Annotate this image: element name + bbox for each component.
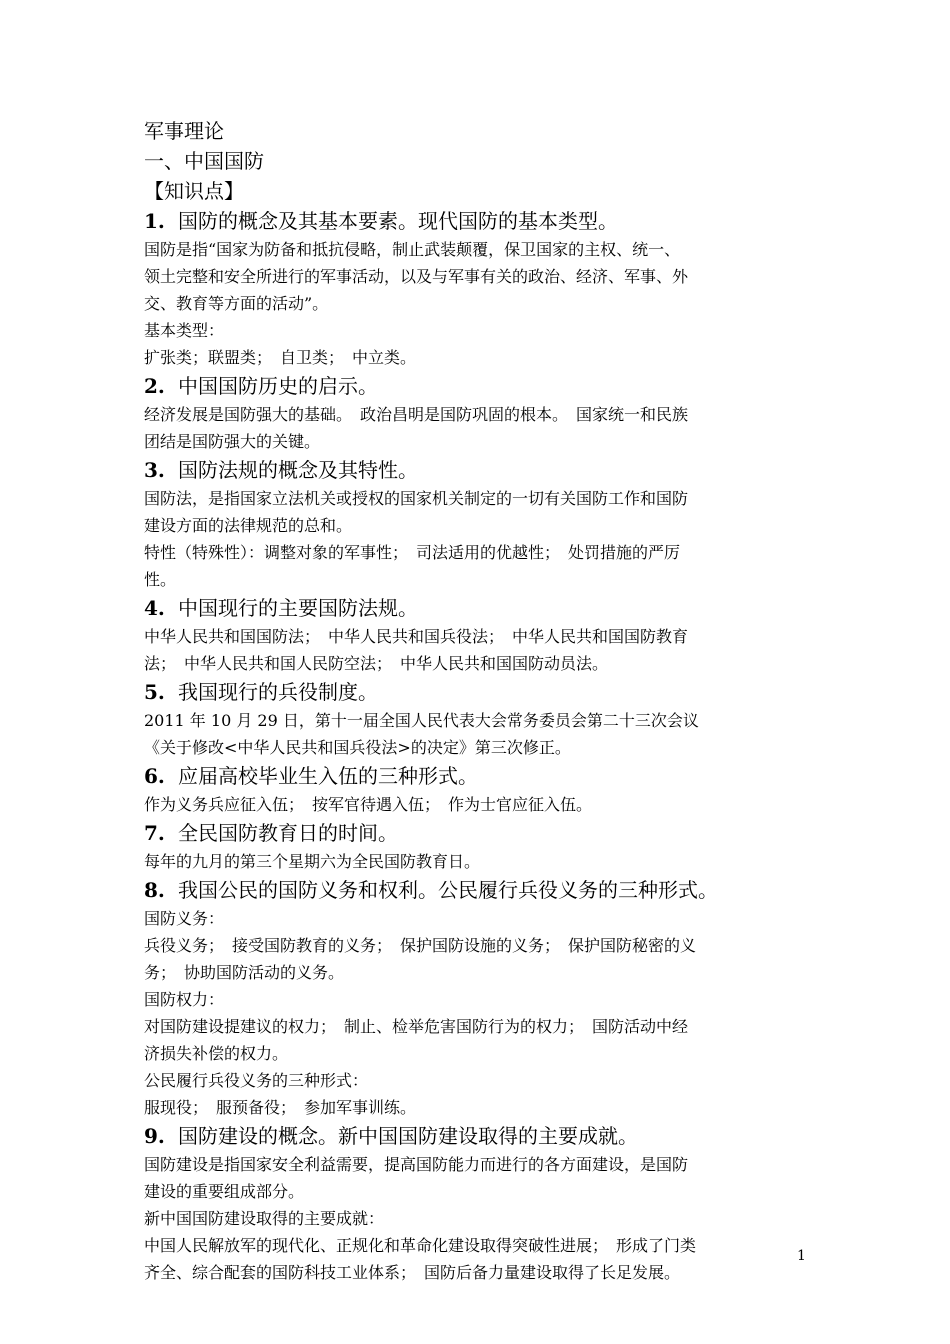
- body-text-line: 团结是国防强大的关键。: [144, 432, 321, 451]
- body-text-line: 国防法，是指国家立法机关或授权的国家机关制定的一切有关国防工作和国防: [144, 489, 689, 508]
- body-text-line: 基本类型：: [144, 321, 225, 340]
- section-heading-text: 我国现行的兵役制度。: [178, 680, 378, 704]
- body-text-line: 领土完整和安全所进行的军事活动，以及与军事有关的政治、经济、军事、外: [144, 267, 689, 286]
- section-number: 2.: [144, 374, 165, 398]
- body-text-line: 建设方面的法律规范的总和。: [144, 516, 353, 535]
- body-text-line: 交、教育等方面的活动”。: [144, 294, 329, 313]
- section-heading-text: 中国现行的主要国防法规。: [178, 596, 418, 620]
- body-text-line: 中华人民共和国国防法； 中华人民共和国兵役法； 中华人民共和国国防教育: [144, 627, 689, 646]
- section-heading-text: 国防法规的概念及其特性。: [178, 458, 418, 482]
- body-text-line: 国防义务：: [144, 909, 225, 928]
- sections-list: [144, 206, 808, 1286]
- body-text-line: 国防建设是指国家安全利益需要，提高国防能力而进行的各方面建设，是国防: [144, 1155, 689, 1174]
- body-text-line: 建设的重要组成部分。: [144, 1182, 305, 1201]
- section-heading-text: 全民国防教育日的时间。: [178, 821, 398, 845]
- section-number: 4.: [144, 596, 165, 620]
- body-text-line: 对国防建设提建议的权力； 制止、检举危害国防行为的权力； 国防活动中经: [144, 1017, 689, 1036]
- body-text-line: 作为义务兵应征入伍； 按军官待遇入伍； 作为士官应征入伍。: [144, 795, 593, 814]
- section-heading: [144, 677, 808, 707]
- knowledge-points-tag: 【知识点】: [144, 179, 244, 203]
- body-text-line: 中国人民解放军的现代化、正规化和革命化建设取得突破性进展； 形成了门类: [144, 1236, 697, 1255]
- section-heading-text: 中国国防历史的启示。: [178, 374, 378, 398]
- body-text-line: 国防权力：: [144, 990, 225, 1009]
- section-heading: [144, 593, 808, 623]
- page-number: 1: [797, 1248, 806, 1264]
- body-text-line: 特性（特殊性）：调整对象的军事性； 司法适用的优越性； 处罚措施的严厉: [144, 543, 681, 562]
- body-text-line: 国防是指“国家为防备和抵抗侵略，制止武装颠覆，保卫国家的主权、统一、: [144, 240, 681, 259]
- section-heading: [144, 761, 808, 791]
- section-number: 8.: [144, 878, 165, 902]
- section-heading: [144, 818, 808, 848]
- section-heading-text: 国防建设的概念。新中国国防建设取得的主要成就。: [178, 1124, 638, 1148]
- body-text-line: 公民履行兵役义务的三种形式：: [144, 1071, 369, 1090]
- section-heading: [144, 1121, 808, 1151]
- section-number: 5.: [144, 680, 165, 704]
- body-text-line: 性。: [144, 570, 177, 589]
- body-text-line: 齐全、综合配套的国防科技工业体系； 国防后备力量建设取得了长足发展。: [144, 1263, 681, 1282]
- section-heading-text: 应届高校毕业生入伍的三种形式。: [178, 764, 478, 788]
- section-heading: [144, 371, 808, 401]
- section-heading: [144, 455, 808, 485]
- body-text-line: 经济发展是国防强大的基础。 政治昌明是国防巩固的根本。 国家统一和民族: [144, 405, 689, 424]
- section-number: 7.: [144, 821, 165, 845]
- body-text-line: 服现役； 服预备役； 参加军事训练。: [144, 1098, 417, 1117]
- body-text-line: 扩张类；联盟类； 自卫类； 中立类。: [144, 348, 417, 367]
- section-heading: [144, 875, 808, 905]
- body-text-line: 济损失补偿的权力。: [144, 1044, 289, 1063]
- body-text-line: 新中国国防建设取得的主要成就：: [144, 1209, 385, 1228]
- section-heading: [144, 206, 808, 236]
- document-body: [144, 116, 808, 1286]
- document-title: 军事理论: [144, 119, 224, 143]
- body-text-line: 每年的九月的第三个星期六为全民国防教育日。: [144, 852, 481, 871]
- section-number: 6.: [144, 764, 165, 788]
- section-heading-text: 国防的概念及其基本要素。现代国防的基本类型。: [178, 209, 618, 233]
- body-text-line: 兵役义务； 接受国防教育的义务； 保护国防设施的义务； 保护国防秘密的义: [144, 936, 697, 955]
- body-text-line: 《关于修改<中华人民共和国兵役法>的决定》第三次修正。: [144, 738, 571, 757]
- section-number: 9.: [144, 1124, 165, 1148]
- section-number: 3.: [144, 458, 165, 482]
- section-number: 1.: [144, 209, 165, 233]
- body-text-line: 务； 协助国防活动的义务。: [144, 963, 345, 982]
- chapter-heading: 一、中国国防: [144, 149, 264, 173]
- body-text-line: 2011 年 10 月 29 日，第十一届全国人民代表大会常务委员会第二十三次会议: [144, 711, 699, 730]
- body-text-line: 法； 中华人民共和国人民防空法； 中华人民共和国国防动员法。: [144, 654, 609, 673]
- section-heading-text: 我国公民的国防义务和权利。公民履行兵役义务的三种形式。: [178, 878, 718, 902]
